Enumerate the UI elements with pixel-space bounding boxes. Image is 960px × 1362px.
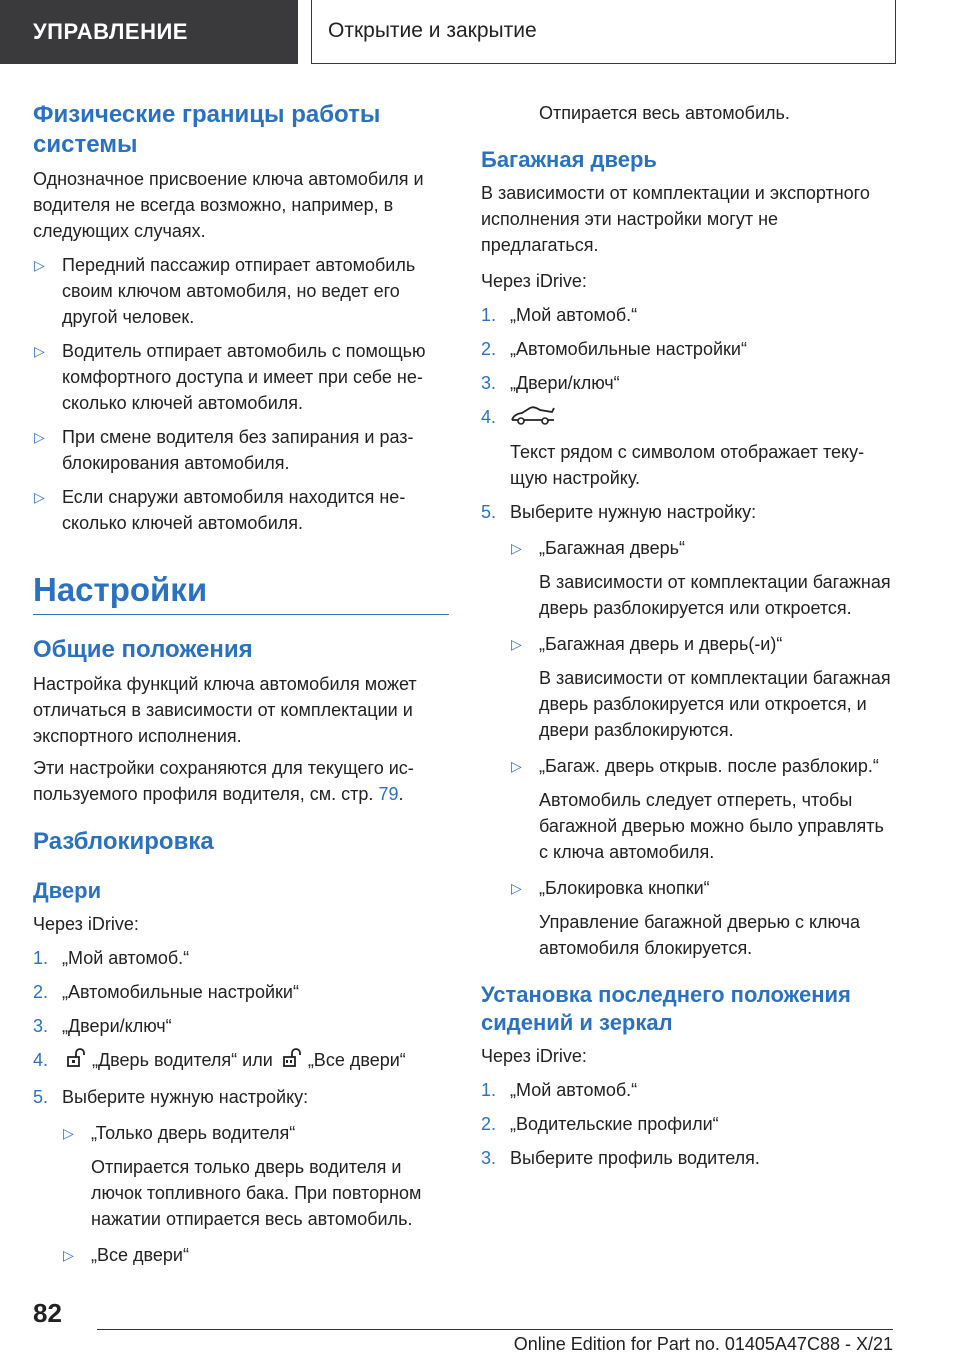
paragraph-general-2: Эти настройки сохраняются для текущего используемого профиля водителя, см. стр. 79.: [33, 758, 414, 804]
bullet-triangle-icon: ▷: [34, 257, 45, 273]
chapter-title: Открытие и закрытие: [311, 0, 896, 64]
list-item: ▷ Если снаружи автомобиля находится несколько ключей автомобиля.: [33, 484, 449, 536]
list-item: 3. „Двери/ключ“: [33, 1016, 172, 1036]
list-item: 3. Выберите профиль водителя.: [481, 1148, 760, 1168]
option-all-doors-desc: Отпирается весь автомобиль.: [539, 103, 790, 123]
idrive-label: Через iDrive:: [33, 914, 139, 934]
page-reference-link[interactable]: 79: [378, 784, 399, 804]
list-item: 5. Выберите нужную настройку:: [33, 1087, 309, 1107]
unlock-driver-door-icon: [66, 1047, 88, 1076]
heading-settings: Настройки: [33, 570, 449, 615]
heading-doors: Двери: [33, 878, 102, 903]
heading-trunk: Багажная дверь: [481, 147, 657, 172]
seat-steps: [481, 1077, 893, 1171]
list-item: 5. Выберите нужную настройку:: [481, 502, 757, 522]
list-item: 1. „Мой автомоб.“: [33, 948, 190, 968]
idrive-label: Через iDrive:: [481, 271, 587, 291]
trunk-steps: [481, 302, 893, 525]
limits-list: [33, 252, 449, 536]
left-column: [33, 100, 449, 1268]
bullet-triangle-icon: ▷: [34, 429, 45, 445]
bullet-triangle-icon: ▷: [511, 758, 522, 774]
list-item: 2. „Автомобильные настройки“: [481, 339, 747, 359]
heading-seat-mirror-position: Установка последнего положения сидений и зеркал: [481, 982, 851, 1035]
page-header: [0, 0, 960, 66]
idrive-label: Через iDrive:: [481, 1046, 587, 1066]
list-item: 1. „Мой автомоб.“: [481, 305, 638, 325]
list-item: ▷ „Багажная дверь“ В зависимости от комплектации багажная дверь разблокируется или откроется.: [510, 535, 893, 621]
list-item: ▷ „Все двери“: [62, 1242, 449, 1268]
paragraph-trunk: В зависимости от комплектации и экспортного исполнения эти настройки могут не предлагаться.: [481, 183, 870, 255]
paragraph-general-1: Настройка функций ключа автомобиля может отличаться в зависимости от комплектации и экспортного исполнения.: [33, 674, 417, 746]
bullet-triangle-icon: ▷: [34, 489, 45, 505]
list-item: 4. Текст рядом с символом отображает текущую настройку.: [481, 404, 893, 491]
unlock-all-doors-icon: [282, 1047, 304, 1076]
car-trunk-icon: [510, 404, 556, 433]
list-item: ▷ При смене водителя без запирания и разблокирования автомобиля.: [33, 424, 449, 476]
right-column: [481, 100, 893, 1171]
heading-system-limits: Физические границы работы системы: [33, 101, 381, 158]
list-item: ▷ „Багаж. дверь открыв. после разблокир.“ Автомобиль следует отпереть, чтобы багажной дверью можно было управлять с ключа автомобиля.: [510, 753, 893, 865]
bullet-triangle-icon: ▷: [511, 540, 522, 556]
page-number: 82: [33, 1298, 62, 1328]
list-item: 3. „Двери/ключ“: [481, 373, 620, 393]
doors-steps: [33, 945, 449, 1110]
list-item: ▷ „Только дверь водителя“ Отпирается только дверь водителя и лючок топливного бака. При повторном нажатии отпирается весь автомобиль.: [62, 1120, 449, 1232]
list-item: 1. „Мой автомоб.“: [481, 1080, 638, 1100]
list-item: ▷ Водитель отпирает автомобиль с помощью комфортного доступа и имеет при себе несколько ключей автомобиля.: [33, 338, 449, 416]
bullet-triangle-icon: ▷: [511, 880, 522, 896]
heading-general: Общие положения: [33, 636, 253, 663]
bullet-triangle-icon: ▷: [34, 343, 45, 359]
list-item: ▷ „Блокировка кнопки“ Управление багажной дверью с ключа автомобиля блокируется.: [510, 875, 893, 961]
doors-options: [33, 1120, 449, 1268]
bullet-triangle-icon: ▷: [63, 1125, 74, 1141]
edition-label: Online Edition for Part no. 01405A47C88 - X/21: [513, 1334, 893, 1354]
list-item: ▷ Передний пассажир отпирает автомобиль своим ключом автомобиля, но ведет его другой человек.: [33, 252, 449, 330]
list-item: 2. „Водительские профили“: [481, 1114, 719, 1134]
section-label: УПРАВЛЕНИЕ: [0, 0, 298, 64]
list-item: 2. „Автомобильные настройки“: [33, 982, 299, 1002]
heading-unlocking: Разблокировка: [33, 828, 214, 855]
paragraph-limits: Однозначное присвоение ключа автомобиля и водителя не всегда возможно, например, в следующих случаях.: [33, 169, 424, 241]
bullet-triangle-icon: ▷: [63, 1247, 74, 1263]
list-item: ▷ „Багажная дверь и дверь(-и)“ В зависимости от комплектации багажная дверь разблокируется или откроется, и двери разблокируются.: [510, 631, 893, 743]
bullet-triangle-icon: ▷: [511, 636, 522, 652]
trunk-options: [481, 535, 893, 961]
list-item: 4. „Дверь водителя“ или „Все двери“: [33, 1047, 449, 1076]
footer-divider: [97, 1329, 893, 1330]
